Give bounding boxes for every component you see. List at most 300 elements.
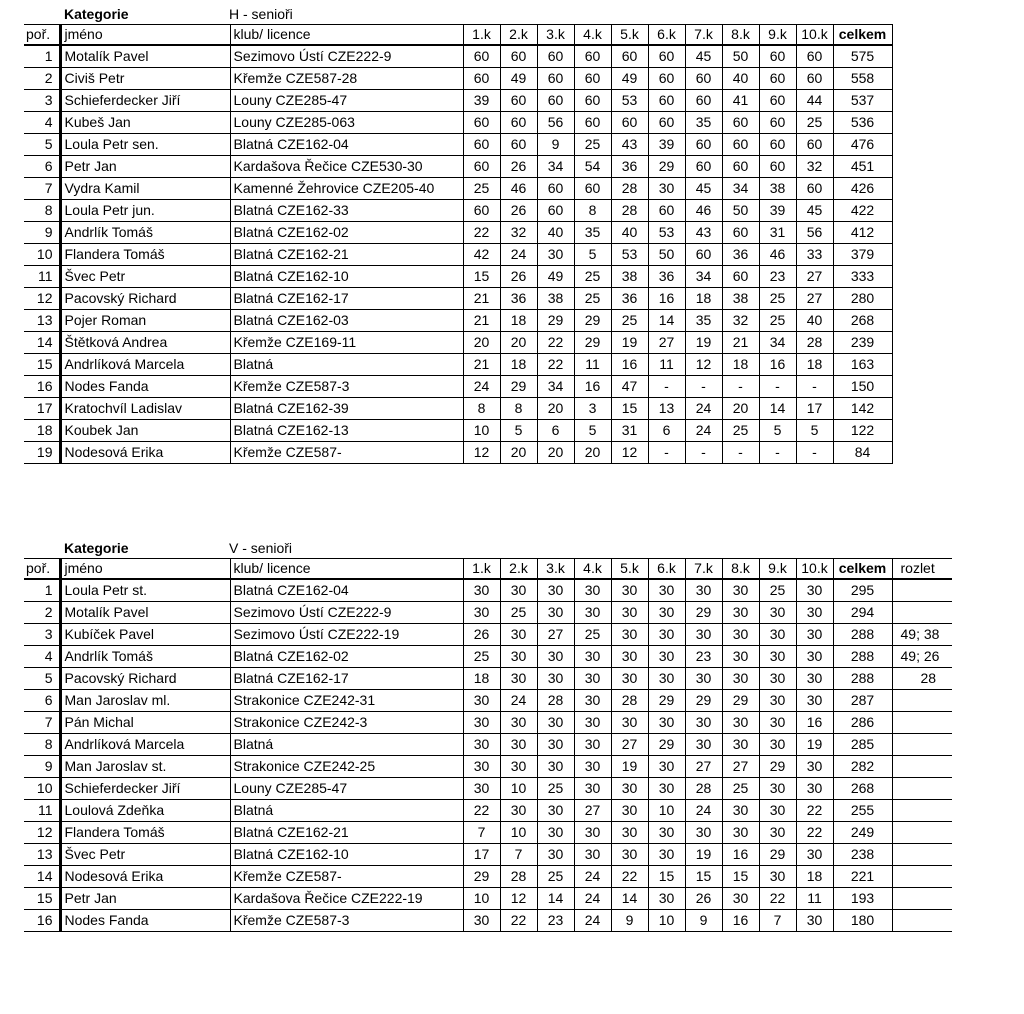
club-cell: Blatná CZE162-33 bbox=[230, 200, 463, 222]
score-cell: 21 bbox=[463, 310, 500, 332]
score-cell: 28 bbox=[500, 866, 537, 888]
score-cell: 30 bbox=[722, 888, 759, 910]
score-cell: 30 bbox=[500, 579, 537, 602]
score-cell: 25 bbox=[537, 778, 574, 800]
score-cell: 32 bbox=[722, 310, 759, 332]
club-cell: Křemže CZE587-3 bbox=[230, 376, 463, 398]
score-cell: 60 bbox=[722, 266, 759, 288]
score-cell: 30 bbox=[537, 579, 574, 602]
score-cell: 50 bbox=[648, 244, 685, 266]
score-cell: 29 bbox=[759, 844, 796, 866]
score-cell: 60 bbox=[574, 178, 611, 200]
score-cell: 25 bbox=[463, 646, 500, 668]
score-cell: 60 bbox=[759, 68, 796, 90]
col-header-total: celkem bbox=[833, 559, 892, 580]
club-cell: Strakonice CZE242-25 bbox=[230, 756, 463, 778]
col-header-round: 1.k bbox=[463, 559, 500, 580]
name-cell: Nodesová Erika bbox=[60, 866, 230, 888]
score-cell: 24 bbox=[685, 420, 722, 442]
score-cell: 60 bbox=[796, 68, 833, 90]
score-cell: 10 bbox=[463, 420, 500, 442]
score-cell: 9 bbox=[537, 134, 574, 156]
score-cell: 30 bbox=[648, 602, 685, 624]
table-row bbox=[24, 778, 952, 800]
name-cell: Schieferdecker Jiří bbox=[60, 90, 230, 112]
score-cell: 60 bbox=[463, 134, 500, 156]
score-cell: 22 bbox=[463, 222, 500, 244]
score-cell: 15 bbox=[685, 866, 722, 888]
score-cell: 27 bbox=[648, 332, 685, 354]
col-header-round: 2.k bbox=[500, 559, 537, 580]
extra-cell bbox=[892, 690, 952, 712]
table-row bbox=[24, 156, 892, 178]
score-cell: 16 bbox=[611, 354, 648, 376]
club-cell: Blatná bbox=[230, 800, 463, 822]
table-row bbox=[24, 888, 952, 910]
club-cell: Louny CZE285-47 bbox=[230, 90, 463, 112]
score-cell: 29 bbox=[759, 756, 796, 778]
total-cell: 536 bbox=[833, 112, 892, 134]
name-cell: Kubeš Jan bbox=[60, 112, 230, 134]
name-cell: Flandera Tomáš bbox=[60, 244, 230, 266]
header-row bbox=[24, 559, 952, 580]
score-cell: 30 bbox=[537, 668, 574, 690]
name-cell: Nodesová Erika bbox=[60, 442, 230, 464]
score-cell: - bbox=[722, 442, 759, 464]
score-cell: 30 bbox=[796, 602, 833, 624]
score-cell: 30 bbox=[611, 800, 648, 822]
score-cell: 10 bbox=[648, 800, 685, 822]
club-cell: Křemže CZE587-3 bbox=[230, 910, 463, 932]
score-cell: 23 bbox=[537, 910, 574, 932]
club-cell: Kardašova Řečice CZE222-19 bbox=[230, 888, 463, 910]
col-header-round: 9.k bbox=[759, 25, 796, 46]
name-cell: Pojer Roman bbox=[60, 310, 230, 332]
extra-cell bbox=[892, 800, 952, 822]
score-cell: 30 bbox=[648, 778, 685, 800]
score-cell: 60 bbox=[722, 134, 759, 156]
results-table bbox=[24, 558, 952, 932]
score-cell: 43 bbox=[685, 222, 722, 244]
score-cell: 11 bbox=[574, 354, 611, 376]
total-cell: 333 bbox=[833, 266, 892, 288]
extra-cell: 49; 26 bbox=[892, 646, 952, 668]
score-cell: - bbox=[648, 376, 685, 398]
score-cell: 18 bbox=[500, 310, 537, 332]
score-cell: 60 bbox=[463, 200, 500, 222]
rank-cell: 5 bbox=[24, 668, 60, 690]
name-cell: Motalík Pavel bbox=[60, 45, 230, 68]
rank-cell: 16 bbox=[24, 910, 60, 932]
score-cell: 18 bbox=[796, 354, 833, 376]
score-cell: 29 bbox=[722, 690, 759, 712]
score-cell: 30 bbox=[537, 244, 574, 266]
score-cell: 30 bbox=[611, 602, 648, 624]
extra-cell bbox=[892, 866, 952, 888]
col-header-club: klub/ licence bbox=[230, 559, 463, 580]
rank-cell: 18 bbox=[24, 420, 60, 442]
rank-cell: 8 bbox=[24, 200, 60, 222]
rank-cell: 12 bbox=[24, 822, 60, 844]
score-cell: 30 bbox=[500, 646, 537, 668]
score-cell: 45 bbox=[685, 178, 722, 200]
score-cell: 30 bbox=[685, 822, 722, 844]
score-cell: 60 bbox=[796, 178, 833, 200]
score-cell: 49 bbox=[500, 68, 537, 90]
score-cell: 60 bbox=[685, 156, 722, 178]
score-cell: 7 bbox=[463, 822, 500, 844]
score-cell: 30 bbox=[796, 579, 833, 602]
score-cell: 18 bbox=[463, 668, 500, 690]
score-cell: 30 bbox=[463, 712, 500, 734]
score-cell: 24 bbox=[574, 910, 611, 932]
score-cell: 25 bbox=[796, 112, 833, 134]
total-cell: 558 bbox=[833, 68, 892, 90]
col-header-rank: poř. bbox=[24, 25, 60, 46]
name-cell: Andrlík Tomáš bbox=[60, 222, 230, 244]
score-cell: 60 bbox=[685, 134, 722, 156]
rank-cell: 6 bbox=[24, 156, 60, 178]
rank-cell: 2 bbox=[24, 602, 60, 624]
score-cell: 20 bbox=[574, 442, 611, 464]
score-cell: 30 bbox=[463, 734, 500, 756]
score-cell: 50 bbox=[722, 200, 759, 222]
score-cell: 60 bbox=[463, 45, 500, 68]
score-cell: 30 bbox=[722, 579, 759, 602]
extra-cell: 49; 38 bbox=[892, 624, 952, 646]
score-cell: 26 bbox=[500, 200, 537, 222]
score-cell: 53 bbox=[611, 244, 648, 266]
score-cell: 30 bbox=[722, 624, 759, 646]
total-cell: 249 bbox=[833, 822, 892, 844]
score-cell: 8 bbox=[500, 398, 537, 420]
name-cell: Pacovský Richard bbox=[60, 288, 230, 310]
score-cell: 31 bbox=[611, 420, 648, 442]
score-cell: 18 bbox=[500, 354, 537, 376]
table-row bbox=[24, 90, 892, 112]
rank-cell: 16 bbox=[24, 376, 60, 398]
score-cell: 30 bbox=[722, 734, 759, 756]
rank-cell: 4 bbox=[24, 112, 60, 134]
total-cell: 288 bbox=[833, 624, 892, 646]
score-cell: 60 bbox=[537, 178, 574, 200]
category-value: V - senioři bbox=[229, 540, 293, 556]
total-cell: 476 bbox=[833, 134, 892, 156]
score-cell: 24 bbox=[574, 866, 611, 888]
score-cell: 60 bbox=[685, 244, 722, 266]
score-cell: 29 bbox=[648, 734, 685, 756]
total-cell: 294 bbox=[833, 602, 892, 624]
extra-cell bbox=[892, 734, 952, 756]
table-row bbox=[24, 178, 892, 200]
score-cell: 27 bbox=[796, 288, 833, 310]
score-cell: 34 bbox=[685, 266, 722, 288]
category-line bbox=[24, 538, 952, 558]
results-sheet-v-seniors bbox=[24, 538, 952, 932]
club-cell: Blatná CZE162-13 bbox=[230, 420, 463, 442]
name-cell: Švec Petr bbox=[60, 844, 230, 866]
score-cell: 60 bbox=[537, 68, 574, 90]
total-cell: 142 bbox=[833, 398, 892, 420]
score-cell: 49 bbox=[537, 266, 574, 288]
score-cell: 21 bbox=[463, 288, 500, 310]
score-cell: 22 bbox=[463, 800, 500, 822]
score-cell: 30 bbox=[500, 800, 537, 822]
score-cell: 28 bbox=[537, 690, 574, 712]
score-cell: 13 bbox=[648, 398, 685, 420]
score-cell: 30 bbox=[463, 910, 500, 932]
score-cell: 26 bbox=[500, 156, 537, 178]
score-cell: 30 bbox=[611, 844, 648, 866]
club-cell: Blatná CZE162-17 bbox=[230, 288, 463, 310]
total-cell: 575 bbox=[833, 45, 892, 68]
score-cell: 30 bbox=[759, 624, 796, 646]
score-cell: 30 bbox=[796, 844, 833, 866]
score-cell: 6 bbox=[648, 420, 685, 442]
score-cell: 60 bbox=[611, 112, 648, 134]
score-cell: 25 bbox=[759, 579, 796, 602]
name-cell: Andrlíková Marcela bbox=[60, 734, 230, 756]
score-cell: 15 bbox=[648, 866, 685, 888]
rank-cell: 2 bbox=[24, 68, 60, 90]
rank-cell: 1 bbox=[24, 45, 60, 68]
club-cell: Blatná CZE162-10 bbox=[230, 844, 463, 866]
score-cell: 47 bbox=[611, 376, 648, 398]
score-cell: 60 bbox=[611, 45, 648, 68]
table-row bbox=[24, 579, 952, 602]
score-cell: 20 bbox=[500, 442, 537, 464]
col-header-total: celkem bbox=[833, 25, 892, 46]
score-cell: 18 bbox=[685, 288, 722, 310]
score-cell: 7 bbox=[759, 910, 796, 932]
score-cell: 56 bbox=[537, 112, 574, 134]
score-cell: 30 bbox=[500, 668, 537, 690]
table-row bbox=[24, 288, 892, 310]
score-cell: - bbox=[759, 376, 796, 398]
score-cell: 26 bbox=[685, 888, 722, 910]
club-cell: Sezimovo Ústí CZE222-19 bbox=[230, 624, 463, 646]
name-cell: Štětková Andrea bbox=[60, 332, 230, 354]
score-cell: 60 bbox=[759, 112, 796, 134]
score-cell: 30 bbox=[648, 822, 685, 844]
score-cell: 27 bbox=[574, 800, 611, 822]
score-cell: 56 bbox=[796, 222, 833, 244]
score-cell: 60 bbox=[685, 90, 722, 112]
score-cell: 30 bbox=[759, 602, 796, 624]
score-cell: 21 bbox=[722, 332, 759, 354]
score-cell: 28 bbox=[611, 690, 648, 712]
rank-cell: 11 bbox=[24, 800, 60, 822]
score-cell: 35 bbox=[685, 310, 722, 332]
col-header-round: 7.k bbox=[685, 559, 722, 580]
score-cell: 24 bbox=[463, 376, 500, 398]
score-cell: 30 bbox=[722, 800, 759, 822]
score-cell: 30 bbox=[574, 690, 611, 712]
score-cell: - bbox=[685, 376, 722, 398]
score-cell: 30 bbox=[574, 602, 611, 624]
score-cell: 23 bbox=[759, 266, 796, 288]
total-cell: 286 bbox=[833, 712, 892, 734]
score-cell: 60 bbox=[500, 134, 537, 156]
score-cell: 30 bbox=[759, 778, 796, 800]
name-cell: Nodes Fanda bbox=[60, 376, 230, 398]
score-cell: 9 bbox=[611, 910, 648, 932]
score-cell: 25 bbox=[574, 288, 611, 310]
score-cell: 25 bbox=[759, 310, 796, 332]
name-cell: Pacovský Richard bbox=[60, 668, 230, 690]
score-cell: 30 bbox=[722, 822, 759, 844]
score-cell: 38 bbox=[611, 266, 648, 288]
score-cell: 30 bbox=[537, 734, 574, 756]
score-cell: 16 bbox=[796, 712, 833, 734]
total-cell: 379 bbox=[833, 244, 892, 266]
score-cell: 60 bbox=[500, 112, 537, 134]
score-cell: - bbox=[722, 376, 759, 398]
score-cell: 30 bbox=[796, 910, 833, 932]
rank-cell: 9 bbox=[24, 756, 60, 778]
score-cell: 25 bbox=[759, 288, 796, 310]
score-cell: 25 bbox=[611, 310, 648, 332]
score-cell: 16 bbox=[648, 288, 685, 310]
club-cell: Sezimovo Ústí CZE222-9 bbox=[230, 602, 463, 624]
score-cell: 42 bbox=[463, 244, 500, 266]
score-cell: 22 bbox=[537, 354, 574, 376]
score-cell: 11 bbox=[796, 888, 833, 910]
score-cell: 29 bbox=[574, 332, 611, 354]
score-cell: 24 bbox=[574, 888, 611, 910]
score-cell: 26 bbox=[500, 266, 537, 288]
score-cell: 30 bbox=[759, 646, 796, 668]
col-header-round: 10.k bbox=[796, 25, 833, 46]
score-cell: 41 bbox=[722, 90, 759, 112]
score-cell: 30 bbox=[500, 712, 537, 734]
score-cell: 30 bbox=[500, 734, 537, 756]
total-cell: 122 bbox=[833, 420, 892, 442]
name-cell: Motalík Pavel bbox=[60, 602, 230, 624]
score-cell: 24 bbox=[685, 800, 722, 822]
score-cell: 33 bbox=[796, 244, 833, 266]
total-cell: 451 bbox=[833, 156, 892, 178]
score-cell: 27 bbox=[722, 756, 759, 778]
col-header-round: 9.k bbox=[759, 559, 796, 580]
category-line bbox=[24, 4, 893, 24]
name-cell: Loulová Zdeňka bbox=[60, 800, 230, 822]
score-cell: 27 bbox=[685, 756, 722, 778]
col-header-name: jméno bbox=[60, 559, 230, 580]
score-cell: 10 bbox=[500, 822, 537, 844]
name-cell: Civiš Petr bbox=[60, 68, 230, 90]
score-cell: 30 bbox=[648, 844, 685, 866]
score-cell: 31 bbox=[759, 222, 796, 244]
score-cell: 29 bbox=[685, 690, 722, 712]
score-cell: 8 bbox=[463, 398, 500, 420]
score-cell: - bbox=[796, 442, 833, 464]
score-cell: 60 bbox=[796, 134, 833, 156]
category-label: Kategorie bbox=[64, 540, 129, 556]
score-cell: 60 bbox=[722, 156, 759, 178]
score-cell: 60 bbox=[500, 90, 537, 112]
col-header-name: jméno bbox=[60, 25, 230, 46]
score-cell: 22 bbox=[796, 822, 833, 844]
name-cell: Schieferdecker Jiří bbox=[60, 778, 230, 800]
score-cell: 12 bbox=[611, 442, 648, 464]
score-cell: 22 bbox=[796, 800, 833, 822]
name-cell: Švec Petr bbox=[60, 266, 230, 288]
score-cell: 29 bbox=[574, 310, 611, 332]
rank-cell: 19 bbox=[24, 442, 60, 464]
score-cell: 30 bbox=[759, 690, 796, 712]
category-label: Kategorie bbox=[64, 6, 129, 22]
score-cell: 34 bbox=[537, 156, 574, 178]
score-cell: 30 bbox=[574, 778, 611, 800]
name-cell: Man Jaroslav st. bbox=[60, 756, 230, 778]
club-cell: Blatná CZE162-17 bbox=[230, 668, 463, 690]
results-table bbox=[24, 24, 893, 464]
score-cell: 30 bbox=[759, 866, 796, 888]
score-cell: 29 bbox=[685, 602, 722, 624]
score-cell: 25 bbox=[574, 134, 611, 156]
table-row bbox=[24, 398, 892, 420]
extra-cell bbox=[892, 822, 952, 844]
score-cell: 60 bbox=[648, 90, 685, 112]
score-cell: - bbox=[685, 442, 722, 464]
score-cell: 45 bbox=[796, 200, 833, 222]
score-cell: 60 bbox=[648, 112, 685, 134]
table-row bbox=[24, 624, 952, 646]
club-cell: Blatná CZE162-39 bbox=[230, 398, 463, 420]
total-cell: 282 bbox=[833, 756, 892, 778]
score-cell: 30 bbox=[537, 646, 574, 668]
score-cell: 30 bbox=[759, 800, 796, 822]
score-cell: 30 bbox=[722, 602, 759, 624]
col-header-round: 10.k bbox=[796, 559, 833, 580]
score-cell: 40 bbox=[611, 222, 648, 244]
name-cell: Nodes Fanda bbox=[60, 910, 230, 932]
score-cell: 60 bbox=[759, 156, 796, 178]
results-sheet-h-seniors bbox=[24, 4, 893, 464]
score-cell: 54 bbox=[574, 156, 611, 178]
score-cell: 28 bbox=[611, 200, 648, 222]
name-cell: Kratochvíl Ladislav bbox=[60, 398, 230, 420]
score-cell: 10 bbox=[463, 888, 500, 910]
score-cell: 60 bbox=[574, 45, 611, 68]
score-cell: 30 bbox=[574, 734, 611, 756]
score-cell: 22 bbox=[759, 888, 796, 910]
club-cell: Blatná CZE162-03 bbox=[230, 310, 463, 332]
rank-cell: 10 bbox=[24, 778, 60, 800]
score-cell: 30 bbox=[611, 822, 648, 844]
table-row bbox=[24, 756, 952, 778]
score-cell: - bbox=[648, 442, 685, 464]
rank-cell: 14 bbox=[24, 866, 60, 888]
score-cell: 60 bbox=[574, 90, 611, 112]
score-cell: 27 bbox=[796, 266, 833, 288]
score-cell: 19 bbox=[611, 332, 648, 354]
score-cell: 60 bbox=[685, 68, 722, 90]
score-cell: 29 bbox=[537, 310, 574, 332]
col-header-round: 4.k bbox=[574, 559, 611, 580]
score-cell: 28 bbox=[796, 332, 833, 354]
score-cell: 60 bbox=[463, 68, 500, 90]
name-cell: Loula Petr st. bbox=[60, 579, 230, 602]
club-cell: Blatná bbox=[230, 354, 463, 376]
score-cell: 9 bbox=[685, 910, 722, 932]
score-cell: 25 bbox=[722, 778, 759, 800]
score-cell: 30 bbox=[648, 579, 685, 602]
score-cell: 30 bbox=[574, 844, 611, 866]
total-cell: 288 bbox=[833, 668, 892, 690]
score-cell: 30 bbox=[648, 178, 685, 200]
